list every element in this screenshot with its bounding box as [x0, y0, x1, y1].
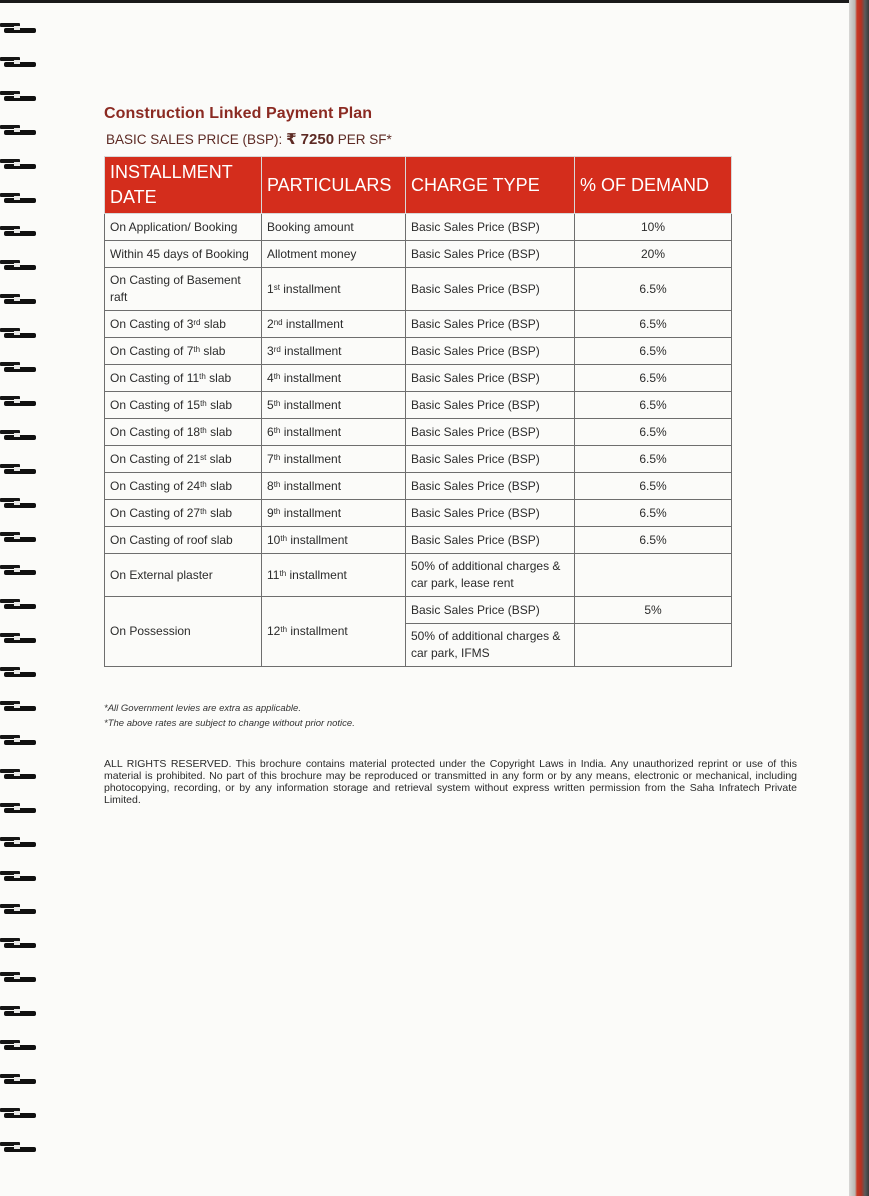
binding-ring [0, 498, 38, 509]
installment-number: 11 [267, 567, 280, 582]
copyright-notice: ALL RIGHTS RESERVED. This brochure contains material protected under the Copyright Laws in India. Any unauthorized reprint or use of this material is prohibited. No part of this brochure may be reproduced or transmitted in any form or by any means, electronic or mechanical, including photocopying, recording, or by any information storage and retrieval system without express written permission from the Saha Infratech Private Limited. [104, 758, 797, 806]
date-text: slab [200, 316, 226, 331]
charge-type: Basic Sales Price (BSP) [406, 392, 575, 419]
table-row [105, 527, 732, 554]
charge-type: Basic Sales Price (BSP) [406, 446, 575, 473]
installment-date: On External plaster [105, 554, 262, 597]
ordinal-suffix: rd [273, 344, 281, 354]
particulars: Allotment money [262, 241, 406, 268]
footnotes [104, 701, 355, 731]
table-header-row [105, 157, 732, 214]
payment-plan-table [104, 156, 732, 667]
page-edge [849, 0, 869, 1196]
installment-date: On Casting of Basement raft [105, 268, 262, 311]
ordinal-suffix: th [273, 506, 281, 516]
particulars [262, 597, 406, 667]
charge-type: Basic Sales Price (BSP) [406, 311, 575, 338]
particulars [262, 473, 406, 500]
demand-percent: 6.5% [575, 338, 732, 365]
date-text: On Casting of 7 [110, 343, 194, 358]
installment-date [105, 473, 262, 500]
installment-date [105, 338, 262, 365]
binding-ring [0, 735, 38, 746]
installment-date: On Casting of roof slab [105, 527, 262, 554]
demand-percent: 6.5% [575, 446, 732, 473]
binding-ring [0, 23, 38, 34]
footnote-levies: *All Government levies are extra as applicable. [104, 703, 301, 714]
installment-label: installment [280, 451, 342, 466]
table-row [105, 473, 732, 500]
basic-sales-price [106, 130, 392, 148]
ordinal-suffix: th [200, 398, 207, 408]
installment-number: 9 [267, 505, 274, 520]
binding-ring [0, 1006, 38, 1017]
table-row [105, 338, 732, 365]
charge-type: 50% of additional charges & car park, IFMS [406, 624, 575, 667]
ordinal-suffix: th [280, 533, 288, 543]
binding-ring [0, 1142, 38, 1153]
charge-type: Basic Sales Price (BSP) [406, 214, 575, 241]
date-text: On Casting of 3 [110, 316, 194, 331]
binding-ring [0, 362, 38, 373]
table-row [105, 365, 732, 392]
installment-label: installment [287, 532, 348, 547]
installment-number: 3 [267, 343, 274, 358]
ordinal-suffix: th [200, 479, 207, 489]
binding-ring [0, 125, 38, 136]
installment-number: 1 [267, 281, 274, 296]
installment-number: 8 [267, 478, 274, 493]
ordinal-suffix: th [280, 625, 288, 634]
installment-number: 12 [267, 624, 281, 638]
demand-percent [575, 554, 732, 597]
ordinal-suffix: th [199, 371, 206, 381]
charge-type: Basic Sales Price (BSP) [406, 338, 575, 365]
charge-type: Basic Sales Price (BSP) [406, 365, 575, 392]
bsp-prefix: BASIC SALES PRICE (BSP): [106, 132, 287, 147]
bsp-suffix: PER SF* [334, 132, 392, 147]
binding-ring [0, 667, 38, 678]
charge-type: Basic Sales Price (BSP) [406, 527, 575, 554]
charge-type: Basic Sales Price (BSP) [406, 597, 575, 624]
charge-type: Basic Sales Price (BSP) [406, 419, 575, 446]
bsp-price: ₹ 7250 [286, 131, 335, 148]
charge-type: Basic Sales Price (BSP) [406, 473, 575, 500]
ordinal-suffix: th [273, 452, 281, 462]
binding-ring [0, 159, 38, 170]
demand-percent: 6.5% [575, 365, 732, 392]
demand-percent [575, 624, 732, 667]
particulars: Booking amount [262, 214, 406, 241]
particulars [262, 392, 406, 419]
binding-ring [0, 904, 38, 915]
table-row [105, 446, 732, 473]
particulars [262, 527, 406, 554]
particulars [262, 268, 406, 311]
header-installment-date: INSTALLMENT DATE [105, 157, 262, 214]
ordinal-suffix: th [279, 568, 287, 578]
installment-date: Within 45 days of Booking [105, 241, 262, 268]
page-title: Construction Linked Payment Plan [104, 105, 373, 122]
binding-ring [0, 193, 38, 204]
installment-label: installment [279, 281, 341, 296]
binding-ring [0, 599, 38, 610]
table-row [105, 311, 732, 338]
binding-ring [0, 1074, 38, 1085]
ordinal-suffix: nd [273, 317, 283, 327]
binding-ring [0, 803, 38, 814]
charge-type: 50% of additional charges & car park, lease rent [406, 554, 575, 597]
date-text: slab [206, 478, 233, 493]
binding-ring [0, 565, 38, 576]
binding-ring [0, 769, 38, 780]
date-text: slab [206, 451, 232, 466]
installment-label: installment [280, 478, 342, 493]
particulars [262, 419, 406, 446]
binding-ring [0, 328, 38, 339]
table-row [105, 419, 732, 446]
ordinal-suffix: rd [193, 317, 201, 327]
binding-ring [0, 837, 38, 848]
installment-date [105, 446, 262, 473]
installment-label: installment [282, 316, 344, 331]
installment-date [105, 365, 262, 392]
ordinal-suffix: th [273, 371, 281, 381]
binding-ring [0, 294, 38, 305]
charge-type: Basic Sales Price (BSP) [406, 500, 575, 527]
date-text: On Casting of 27 [110, 505, 201, 520]
installment-label: installment [280, 343, 342, 358]
demand-percent: 5% [575, 597, 732, 624]
table-row [105, 268, 732, 311]
binding-ring [0, 396, 38, 407]
date-text: On Casting of 24 [110, 478, 201, 493]
installment-number: 10 [267, 532, 281, 547]
date-text: slab [206, 505, 233, 520]
installment-label: installment [280, 505, 342, 520]
particulars [262, 338, 406, 365]
installment-label: installment [287, 624, 348, 638]
binding-ring [0, 1040, 38, 1051]
date-text: slab [206, 397, 233, 412]
installment-label: installment [280, 397, 342, 412]
demand-percent: 6.5% [575, 268, 732, 311]
table-row [105, 554, 732, 597]
header-demand: % OF DEMAND [575, 157, 732, 214]
installment-label: installment [286, 567, 347, 582]
footnote-rates: *The above rates are subject to change without prior notice. [104, 718, 355, 729]
table-row [105, 392, 732, 419]
demand-percent: 6.5% [575, 473, 732, 500]
charge-type: Basic Sales Price (BSP) [406, 268, 575, 311]
particulars [262, 365, 406, 392]
date-text: On Casting of 18 [110, 424, 201, 439]
demand-percent: 6.5% [575, 500, 732, 527]
ordinal-suffix: st [273, 282, 280, 292]
ordinal-suffix: th [273, 479, 281, 489]
charge-type: Basic Sales Price (BSP) [406, 241, 575, 268]
binding-ring [0, 464, 38, 475]
installment-date: On Possession [105, 597, 262, 667]
installment-number: 6 [267, 424, 274, 439]
installment-number: 2 [267, 316, 274, 331]
binding-ring [0, 871, 38, 882]
binding-ring [0, 938, 38, 949]
demand-percent: 20% [575, 241, 732, 268]
demand-percent: 6.5% [575, 311, 732, 338]
ordinal-suffix: th [200, 425, 207, 435]
date-text: slab [205, 370, 232, 385]
demand-percent: 10% [575, 214, 732, 241]
date-text: slab [206, 424, 233, 439]
binding-ring [0, 226, 38, 237]
table-row [105, 241, 732, 268]
installment-date: On Application/ Booking [105, 214, 262, 241]
date-text: On Casting of 15 [110, 397, 201, 412]
demand-percent: 6.5% [575, 419, 732, 446]
installment-label: installment [280, 424, 342, 439]
table-row [105, 597, 732, 624]
date-text: On Casting of 21 [110, 451, 201, 466]
binding-ring [0, 57, 38, 68]
ordinal-suffix: st [200, 452, 207, 462]
binding-ring [0, 972, 38, 983]
particulars [262, 311, 406, 338]
ordinal-suffix: th [193, 344, 201, 354]
ordinal-suffix: th [200, 506, 207, 516]
demand-percent: 6.5% [575, 527, 732, 554]
binding-ring [0, 430, 38, 441]
binding-ring [0, 91, 38, 102]
particulars [262, 446, 406, 473]
ordinal-suffix: th [273, 425, 281, 435]
header-charge-type: CHARGE TYPE [406, 157, 575, 214]
table-row [105, 214, 732, 241]
demand-percent: 6.5% [575, 392, 732, 419]
installment-label: installment [280, 370, 342, 385]
installment-date [105, 311, 262, 338]
ordinal-suffix: th [273, 398, 281, 408]
binding-ring [0, 633, 38, 644]
binding-ring [0, 532, 38, 543]
installment-date [105, 392, 262, 419]
binding-ring [0, 260, 38, 271]
installment-number: 4 [267, 370, 274, 385]
installment-date [105, 500, 262, 527]
particulars [262, 554, 406, 597]
header-particulars: PARTICULARS [262, 157, 406, 214]
particulars [262, 500, 406, 527]
installment-number: 7 [267, 451, 274, 466]
spiral-binding [0, 23, 40, 1183]
binding-ring [0, 701, 38, 712]
installment-number: 5 [267, 397, 274, 412]
date-text: slab [200, 343, 226, 358]
date-text: On Casting of 11 [110, 370, 200, 385]
table-row [105, 500, 732, 527]
binding-ring [0, 1108, 38, 1119]
installment-date [105, 419, 262, 446]
